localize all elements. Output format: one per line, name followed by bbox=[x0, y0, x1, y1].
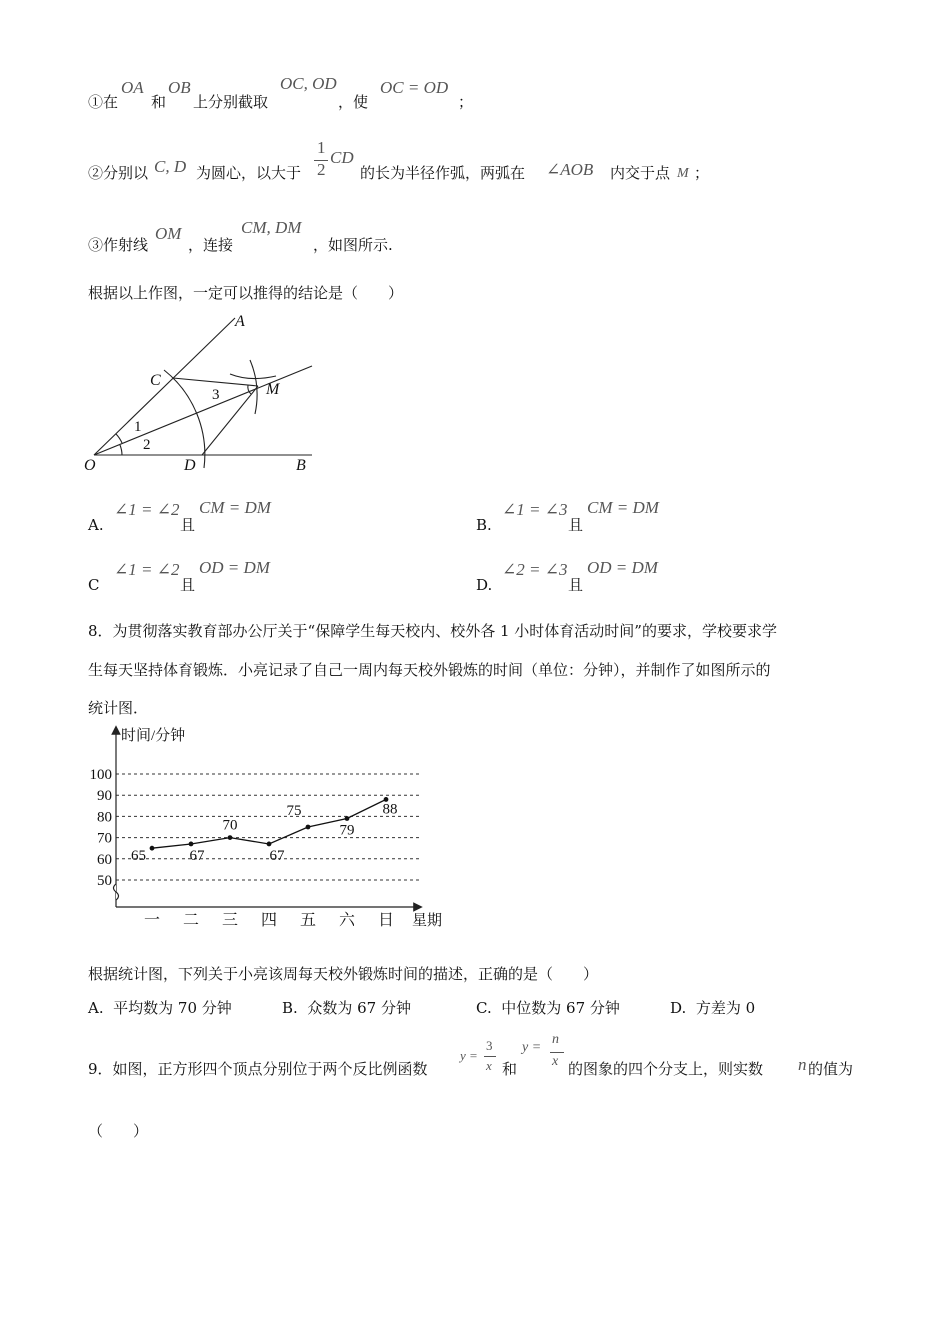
step-2-frac-num: 1 bbox=[317, 138, 326, 157]
y-tick-label: 70 bbox=[97, 830, 112, 847]
q7-question: 根据以上作图，一定可以推得的结论是（ ） bbox=[88, 284, 404, 302]
label-angle-3: 3 bbox=[212, 387, 220, 403]
q7-option-d-letter: D. bbox=[476, 576, 493, 594]
segment-dm bbox=[202, 386, 258, 455]
q9-func-1-bar bbox=[484, 1056, 496, 1057]
step-2-text-c: 的长为半径作弧，两弧在 bbox=[360, 164, 526, 182]
label-d: D bbox=[184, 457, 196, 474]
chart-grid bbox=[116, 774, 422, 880]
x-tick-label: 一 bbox=[143, 912, 161, 929]
q7-option-a-math2: CM = DM bbox=[199, 498, 271, 517]
data-point bbox=[150, 846, 155, 851]
step-2-fraction bbox=[314, 140, 328, 184]
y-axis-break bbox=[114, 884, 119, 900]
q8-question: 根据统计图，下列关于小亮该周每天校外锻炼时间的描述，正确的是（ ） bbox=[88, 965, 599, 983]
x-tick-label: 五 bbox=[299, 912, 317, 929]
q7-option-a-math1: ∠1 = ∠2 bbox=[114, 500, 180, 519]
q7-option-d-math2: OD = DM bbox=[587, 558, 658, 577]
step-3-math-om: OM bbox=[155, 224, 182, 243]
step-2-math-cd-seg: CD bbox=[330, 148, 354, 167]
chart-categories bbox=[144, 911, 394, 929]
angle-1-mark bbox=[116, 434, 122, 443]
step-1-text-a: ①在 bbox=[88, 93, 119, 111]
step-3-math-cm-dm: CM, DM bbox=[241, 218, 302, 237]
q9-func-2-lhs: y = bbox=[522, 1040, 542, 1055]
y-tick-label: 90 bbox=[97, 788, 112, 805]
q8-line-2: 生每天坚持体育锻炼．小亮记录了自己一周内每天校外锻炼的时间（单位：分钟），并制作了如图所示的 bbox=[88, 661, 771, 679]
q9-text-b: 和 bbox=[502, 1060, 518, 1078]
q9-text-d: 的值为 bbox=[808, 1060, 854, 1078]
q8-option-c-text: 中位数为 67 分钟 bbox=[501, 999, 620, 1017]
data-point bbox=[306, 825, 311, 830]
ray-om bbox=[94, 366, 312, 455]
q8-chart bbox=[84, 722, 464, 937]
data-label: 70 bbox=[222, 817, 238, 834]
q8-line-1: 8．为贯彻落实教育部办公厅关于“保障学生每天校内、校外各 1 小时体育活动时间”的要求，学校要求学 bbox=[88, 622, 777, 640]
q7-option-c[interactable] bbox=[88, 558, 388, 594]
chart-ticks bbox=[90, 767, 113, 889]
q7-option-c-math2: OD = DM bbox=[199, 558, 270, 577]
step-3-text-a: ③作射线 bbox=[88, 236, 149, 254]
step-2-math-cd: C, D bbox=[154, 157, 187, 176]
q8-option-b-text: 众数为 67 分钟 bbox=[307, 999, 411, 1017]
q7-option-a-conj: 且 bbox=[180, 516, 196, 534]
step-2-text-e: ； bbox=[694, 164, 710, 182]
q7-option-d-conj: 且 bbox=[568, 576, 584, 594]
q7-option-d[interactable] bbox=[476, 558, 776, 594]
q9-func-2-num: n bbox=[552, 1032, 559, 1047]
data-label: 65 bbox=[131, 848, 146, 865]
q7-option-a[interactable] bbox=[88, 498, 388, 534]
q8-option-c[interactable] bbox=[476, 997, 620, 1018]
y-tick-label: 50 bbox=[97, 873, 112, 889]
label-m: M bbox=[266, 381, 280, 398]
q7-option-a-letter: A. bbox=[88, 516, 104, 534]
arc-from-d bbox=[230, 374, 276, 379]
step-1-math-eq: OC = OD bbox=[380, 78, 449, 97]
data-label: 88 bbox=[382, 801, 398, 818]
angle-3-mark bbox=[248, 385, 251, 394]
step-2-math-m: M bbox=[677, 166, 689, 181]
step-1-math-oc-od: OC, OD bbox=[280, 74, 337, 93]
q7-option-b[interactable] bbox=[476, 498, 776, 534]
q7-option-b-conj: 且 bbox=[568, 516, 584, 534]
label-c: C bbox=[150, 372, 161, 389]
y-tick-label: 80 bbox=[97, 809, 112, 826]
q9-func-1-lhs: y = bbox=[460, 1048, 478, 1063]
q7-figure bbox=[80, 310, 330, 480]
q8-option-a-letter: A. bbox=[88, 999, 104, 1017]
q8-option-b-letter: B. bbox=[282, 999, 298, 1017]
step-1-text-b: 和 bbox=[151, 93, 167, 111]
label-o: O bbox=[84, 457, 96, 474]
q9-answer-paren: （ ） bbox=[88, 1122, 149, 1140]
step-2-frac-den: 2 bbox=[317, 160, 326, 179]
step-3-text-b: ，连接 bbox=[188, 236, 234, 254]
q7-option-c-math1: ∠1 = ∠2 bbox=[114, 560, 180, 579]
q8-option-d[interactable] bbox=[670, 997, 755, 1018]
x-tick-label: 四 bbox=[260, 912, 278, 929]
q8-option-a-text: 平均数为 70 分钟 bbox=[113, 999, 232, 1017]
x-tick-label: 六 bbox=[338, 912, 356, 929]
q7-option-b-letter: B. bbox=[476, 516, 492, 534]
step-2-text-d: 内交于点 bbox=[610, 164, 671, 182]
q8-option-d-text: 方差为 0 bbox=[695, 999, 756, 1017]
q7-option-d-math1: ∠2 = ∠3 bbox=[502, 560, 568, 579]
step-2-text-b: 为圆心，以大于 bbox=[196, 164, 302, 182]
arc-cd bbox=[164, 370, 205, 468]
step-2-math-angle: ∠AOB bbox=[546, 160, 594, 179]
step-1-math-oa: OA bbox=[121, 78, 144, 97]
label-angle-2: 2 bbox=[143, 437, 151, 453]
q9-func-1-num: 3 bbox=[486, 1038, 493, 1053]
step-3-text-c: ，如图所示. bbox=[313, 236, 393, 254]
q9-text-a: 9．如图，正方形四个顶点分别位于两个反比例函数 bbox=[88, 1060, 428, 1078]
label-angle-1: 1 bbox=[134, 419, 142, 435]
q9-func-1 bbox=[458, 1040, 502, 1084]
data-point bbox=[345, 816, 350, 821]
q9-line bbox=[88, 1032, 868, 1086]
q8-option-c-letter: C. bbox=[476, 999, 492, 1017]
x-tick-label: 二 bbox=[182, 912, 200, 929]
q7-option-b-math2: CM = DM bbox=[587, 498, 659, 517]
data-label: 79 bbox=[339, 822, 355, 839]
step-1-text-d: ，使 bbox=[338, 93, 369, 111]
q7-option-c-conj: 且 bbox=[180, 576, 196, 594]
label-b: B bbox=[296, 457, 306, 474]
angle-2-mark bbox=[120, 445, 122, 455]
q8-option-b[interactable] bbox=[282, 997, 411, 1018]
q9-text-c: 的图象的四个分支上，则实数 bbox=[568, 1060, 764, 1078]
step-1-text-e: ； bbox=[458, 93, 474, 111]
q8-option-a[interactable] bbox=[88, 997, 232, 1018]
q9-var-n: n bbox=[798, 1055, 807, 1074]
y-tick-label: 60 bbox=[97, 851, 112, 868]
q9-func-1-den: x bbox=[486, 1058, 492, 1073]
data-point bbox=[228, 835, 233, 840]
data-label: 75 bbox=[286, 803, 302, 819]
label-a: A bbox=[235, 313, 245, 330]
x-tick-label: 三 bbox=[221, 912, 239, 929]
chart-series bbox=[131, 797, 398, 864]
q8-line-3: 统计图． bbox=[88, 699, 149, 717]
segment-cm bbox=[173, 378, 258, 386]
step-2-text-a: ②分别以 bbox=[88, 164, 149, 182]
data-point bbox=[189, 842, 194, 847]
step-1-math-ob: OB bbox=[168, 78, 191, 97]
y-tick-label: 100 bbox=[89, 767, 112, 783]
data-label: 67 bbox=[269, 847, 285, 864]
q8-option-d-letter: D. bbox=[670, 999, 687, 1017]
data-point bbox=[267, 842, 272, 847]
x-axis-label: 星期 bbox=[412, 913, 443, 929]
q9-func-2 bbox=[520, 1034, 570, 1084]
data-label: 67 bbox=[189, 847, 205, 864]
q9-func-2-den: x bbox=[552, 1054, 559, 1069]
step-1-text-c: 上分别截取 bbox=[193, 93, 269, 111]
q7-option-b-math1: ∠1 = ∠3 bbox=[502, 500, 568, 519]
q9-func-2-bar bbox=[550, 1052, 564, 1053]
arc-from-c bbox=[250, 360, 257, 414]
q7-option-c-letter: C bbox=[88, 576, 100, 594]
x-tick-label: 日 bbox=[377, 912, 395, 929]
y-axis-label: 时间/分钟 bbox=[121, 728, 186, 744]
